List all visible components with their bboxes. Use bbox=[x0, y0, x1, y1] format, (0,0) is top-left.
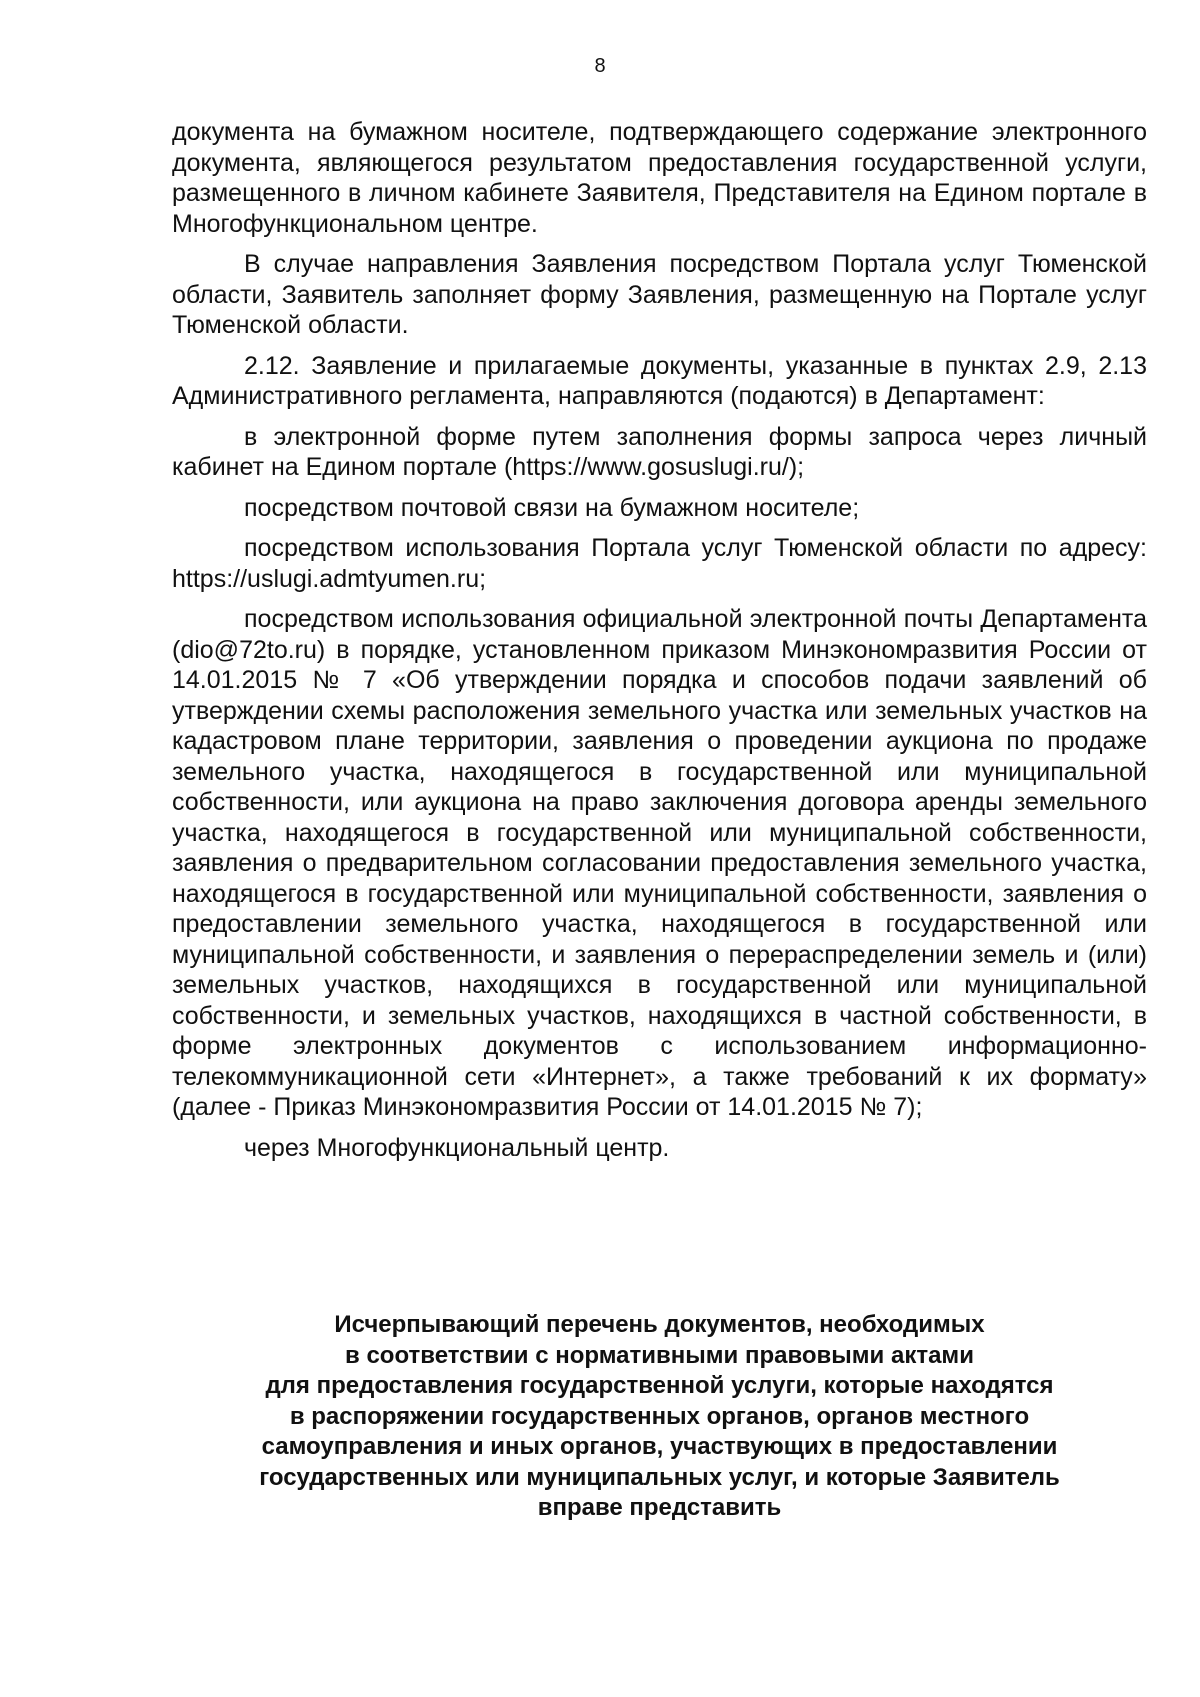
paragraph-mfc: через Многофункциональный центр. bbox=[244, 1133, 670, 1162]
paragraph-electronic-form: в электронной форме путем заполнения формы запроса через личный кабинет на Едином портале (https://www.gosuslugi.ru/); bbox=[172, 422, 1147, 481]
paragraph-2-12: 2.12. Заявление и прилагаемые документы, указанные в пунктах 2.9, 2.13 Административного регламента, направляются (подаются) в Департамент: bbox=[172, 351, 1147, 410]
heading-line: для предоставления государственной услуги, которые находятся bbox=[265, 1372, 1054, 1399]
heading-line: в распоряжении государственных органов, органов местного bbox=[289, 1402, 1030, 1430]
section-heading bbox=[172, 1310, 1147, 1524]
document-body bbox=[172, 117, 1147, 1173]
paragraph-portal-address: посредством использования Портала услуг Тюменской области по адресу: https://uslugi.admtyumen.ru; bbox=[172, 534, 1147, 593]
paragraph-postal: посредством почтовой связи на бумажном носителе; bbox=[244, 493, 860, 522]
paragraph-continuation: документа на бумажном носителе, подтверждающего содержание электронного документа, являющегося результатом предоставления государственной услуги, размещенного в личном кабинете Заявителя, Представителя на Едином портале в Многофункциональном центре. bbox=[172, 118, 1147, 238]
heading-line: самоуправления и иных органов, участвующих в предоставлении bbox=[261, 1433, 1058, 1460]
paragraph-email: посредством использования официальной электронной почты Департамента (dio@72to.ru) в порядке, установленном приказом Минэкономразвития России от 14.01.2015 № 7 «Об утверждении порядка и способов подачи заявлений об утверждении схемы расположения земельного участка или земельных участков на кадастровом плане территории, заявления о проведении аукциона по продаже земельного участка, находящегося в государственной или муниципальной собственности, или аукциона на право заключения договора аренды земельного участка, находящегося в государственной или муниципальной собственности, заявления о предварительном согласовании предоставления земельного участка, находящегося в государственной или муниципальной собственности, заявления о предоставлении земельного участка, находящегося в государственной или муниципальной собственности, и заявления о перераспределении земель и (или) земельных участков, находящихся в государственной или муниципальной собственности, и земельных участков, находящихся в частной собственности, в форме электронных документов с использованием информационно-телекоммуникационной сети «Интернет», а также требований к их формату» (далее - Приказ Минэкономразвития России от 14.01.2015 № 7); bbox=[172, 605, 1147, 1121]
heading-line: Исчерпывающий перечень документов, необходимых bbox=[334, 1311, 985, 1338]
paragraph-portal-tyumen: В случае направления Заявления посредством Портала услуг Тюменской области, Заявитель заполняет форму Заявления, размещенную на Портале услуг Тюменской области. bbox=[172, 250, 1147, 339]
heading-line: государственных или муниципальных услуг, и которые Заявитель bbox=[259, 1463, 1060, 1491]
heading-line: вправе представить bbox=[537, 1494, 782, 1521]
heading-line: в соответствии с нормативными правовыми актами bbox=[345, 1341, 974, 1369]
page-number: 8 bbox=[594, 55, 606, 77]
